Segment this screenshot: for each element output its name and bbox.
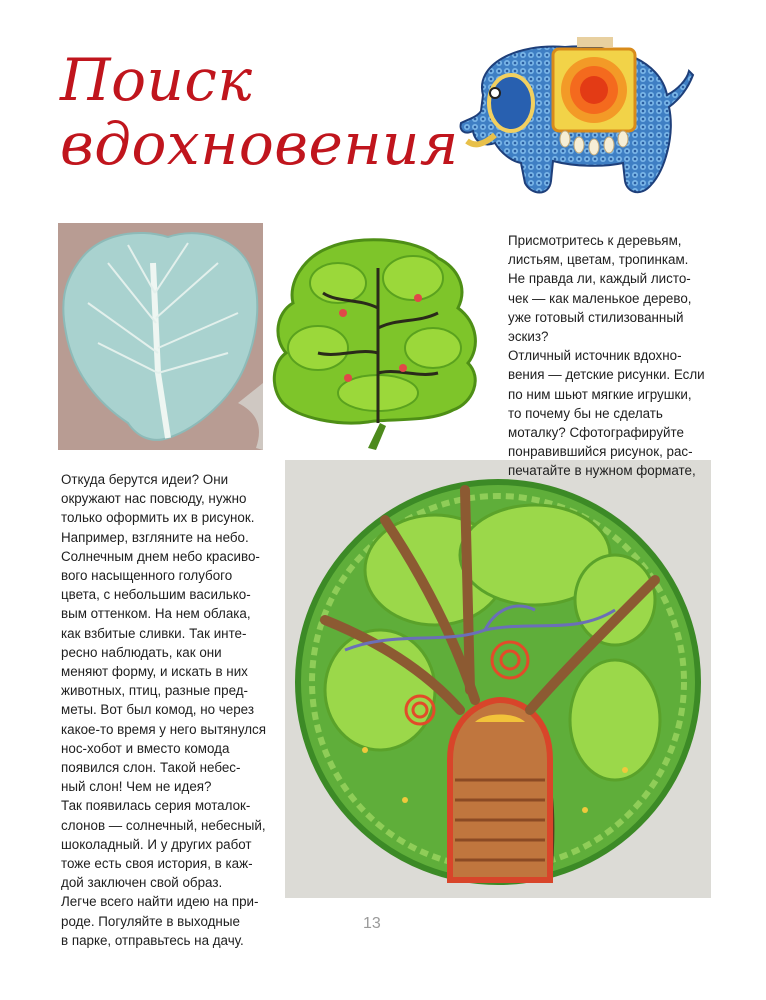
title-line-1: Поиск: [60, 46, 253, 114]
page-title: [60, 46, 459, 178]
paragraph-left: Откуда берутся идеи? Они окружают нас повсюду, нужно только оформить их в рисунок. Например, взгляните на небо. Солнечным днем небо красиво- вого насыщенного голубого цвета, с небольшим василько- вым оттенком. На нем облака, как взбитые сливки. Так инте- ресно наблюдать, как они меняют форму, и искать в них животных, птиц, разные пред- меты. Вот был комод, но через какое-то время у него вытянулся нос-хобот и вместо комода появился слон. Такой небес- ный слон! Чем не идея? Так появилась серия моталок- слонов — солнечный, небесный, шоколадный. И у других работ тоже есть своя история, в каж- дой заключен свой образ. Легче всего найти идею на при- роде. Погуляйте в выходные в парке, отправьтесь на дачу.: [61, 472, 266, 948]
paragraph-right: Присмотритесь к деревьям, листьям, цветам, тропинкам. Не правда ли, каждый листо- чек — как маленькое дерево, уже готовый стилизованный эскиз? Отличный источник вдохно- вения — детские рисунки. Если по ним шьют мягкие игрушки, то почему бы не сделать моталку? Сфотографируйте понравившийся рисунок, рас- печатайте в нужном формате,: [508, 233, 705, 479]
title-line-2: вдохновения: [60, 110, 459, 178]
body-text-left: [61, 470, 283, 950]
body-text-right: [508, 231, 713, 481]
round-tree-motalka-photo: [285, 460, 711, 898]
page-number: 13: [363, 915, 381, 932]
elephant-motalka-photo: [455, 35, 695, 205]
green-tree-motalka-photo: [268, 228, 493, 453]
cabbage-leaf-photo: [58, 223, 263, 450]
